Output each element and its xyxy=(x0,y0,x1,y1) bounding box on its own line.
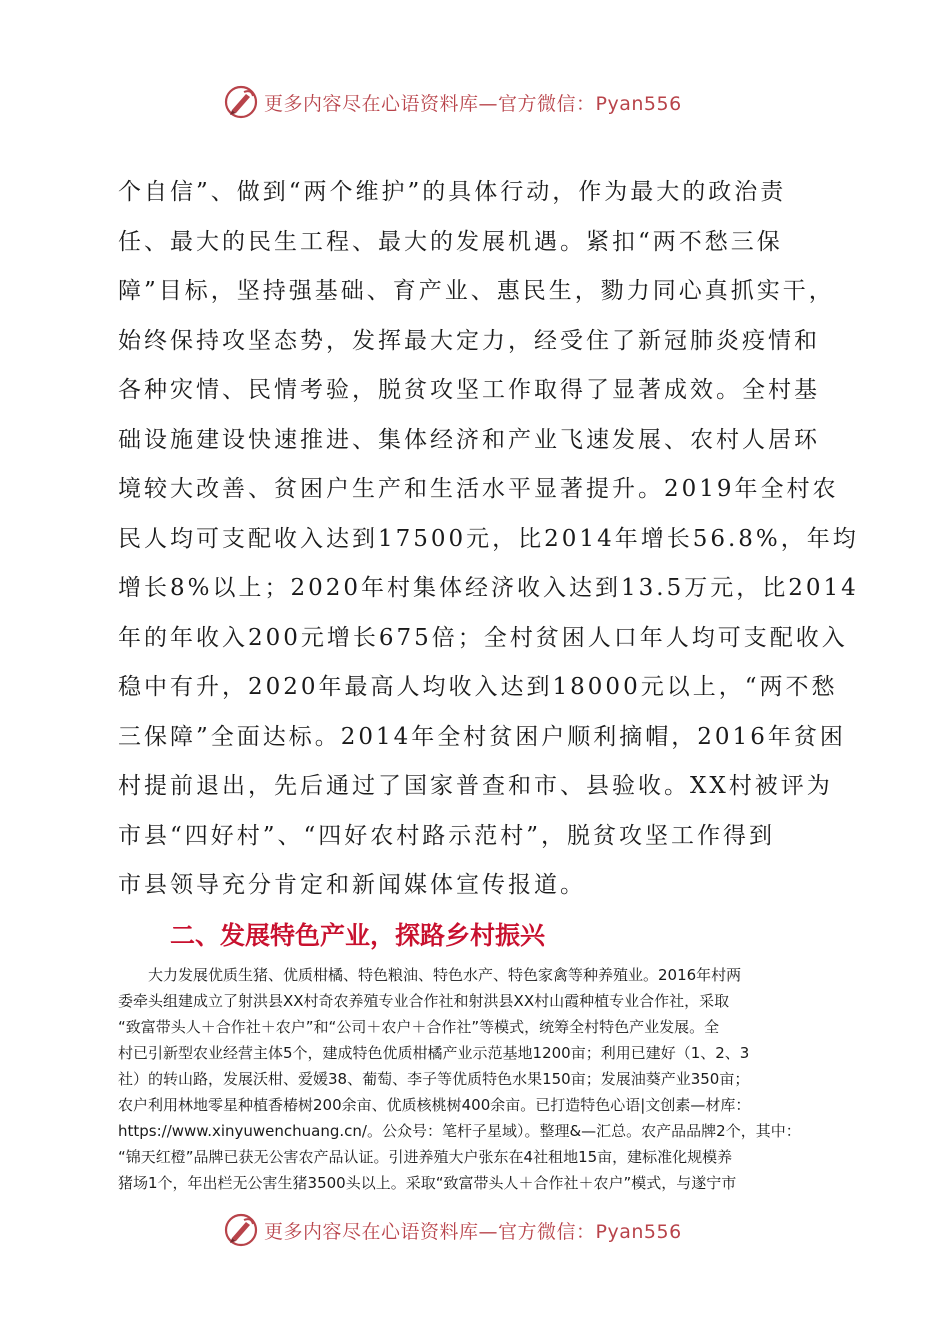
section-line: 猪场1个，年出栏无公害生猪3500头以上。采取“致富带头人＋合作社＋农户”模式，与遂宁市 xyxy=(118,1174,737,1192)
section-line: “致富带头人＋合作社＋农户”和“公司＋农户＋合作社”等模式，统筹全村特色产业发展。全 xyxy=(118,1018,720,1036)
pen-logo-icon xyxy=(224,85,258,119)
section-paragraph xyxy=(118,962,838,1196)
section-line: 委牵头组建成立了射洪县XX村奇农养殖专业合作社和射洪县XX村山霞种植专业合作社，采取 xyxy=(118,992,730,1010)
body-line: 境较大改善、贫困户生产和生活水平显著提升。2019年全村农 xyxy=(118,476,839,502)
footer-banner xyxy=(224,1212,682,1248)
pen-logo-icon xyxy=(224,1213,258,1247)
body-line: 市县领导充分肯定和新闻媒体宣传报道。 xyxy=(118,872,586,898)
body-line: 民人均可支配收入达到17500元，比2014年增长56.8%，年均 xyxy=(118,525,859,552)
body-line: 任、最大的民生工程、最大的发展机遇。紧扣“两不愁三保 xyxy=(118,228,783,255)
body-line: 增长8%以上；2020年村集体经济收入达到13.5万元，比2014 xyxy=(118,575,859,601)
section-heading: 二、发展特色产业，探路乡村振兴 xyxy=(170,921,546,950)
body-line: 村提前退出，先后通过了国家普查和市、县验收。XX村被评为 xyxy=(118,773,833,799)
section-line: 大力发展优质生猪、优质柑橘、特色粮油、特色水产、特色家禽等种养殖业。2016年村两 xyxy=(118,966,742,984)
footer-banner-text: 更多内容尽在心语资料库—官方微信：Pyan556 xyxy=(264,1220,682,1243)
body-line: 始终保持攻坚态势，发挥最大定力，经受住了新冠肺炎疫情和 xyxy=(118,327,820,354)
section-line: 农户利用林地零星种植香椿树200余亩、优质核桃树400余亩。已打造特色心语|文创素—材库： xyxy=(118,1096,751,1114)
body-line: 个自信”、做到“两个维护”的具体行动，作为最大的政治责 xyxy=(118,179,787,205)
body-line: 稳中有升，2020年最高人均收入达到18000元以上，“两不愁 xyxy=(118,674,838,700)
header-banner-text: 更多内容尽在心语资料库—官方微信：Pyan556 xyxy=(264,92,682,115)
section-line: 社）的转山路，发展沃柑、爱媛38、葡萄、李子等优质特色水果150亩；发展油葵产业350亩； xyxy=(118,1070,750,1088)
section-line: 村已引新型农业经营主体5个，建成特色优质柑橘产业示范基地1200亩；利用已建好（1、2、3 xyxy=(118,1044,750,1062)
body-line: 年的年收入200元增长675倍；全村贫困人口年人均可支配收入 xyxy=(118,624,848,651)
header-banner xyxy=(224,84,682,120)
body-paragraph xyxy=(118,168,859,911)
section-line: https://www.xinyuwenchuang.cn/。公众号：笔杆子星域）。整理&—汇总。农产品品牌2个，其中： xyxy=(118,1122,801,1140)
body-line: 障”目标，坚持强基础、育产业、惠民生，勠力同心真抓实干， xyxy=(118,278,835,304)
section-line: “锦天红橙”品牌已获无公害农产品认证。引进养殖大户张东在4社租地15亩，建标准化规模养 xyxy=(118,1148,733,1166)
body-line: 市县“四好村”、“四好农村路示范村”，脱贫攻坚工作得到 xyxy=(118,822,776,849)
body-line: 三保障”全面达标。2014年全村贫困户顺利摘帽，2016年贫困 xyxy=(118,723,846,750)
body-line: 各种灾情、民情考验，脱贫攻坚工作取得了显著成效。全村基 xyxy=(118,377,820,403)
body-line: 础设施建设快速推进、集体经济和产业飞速发展、农村人居环 xyxy=(118,426,820,453)
